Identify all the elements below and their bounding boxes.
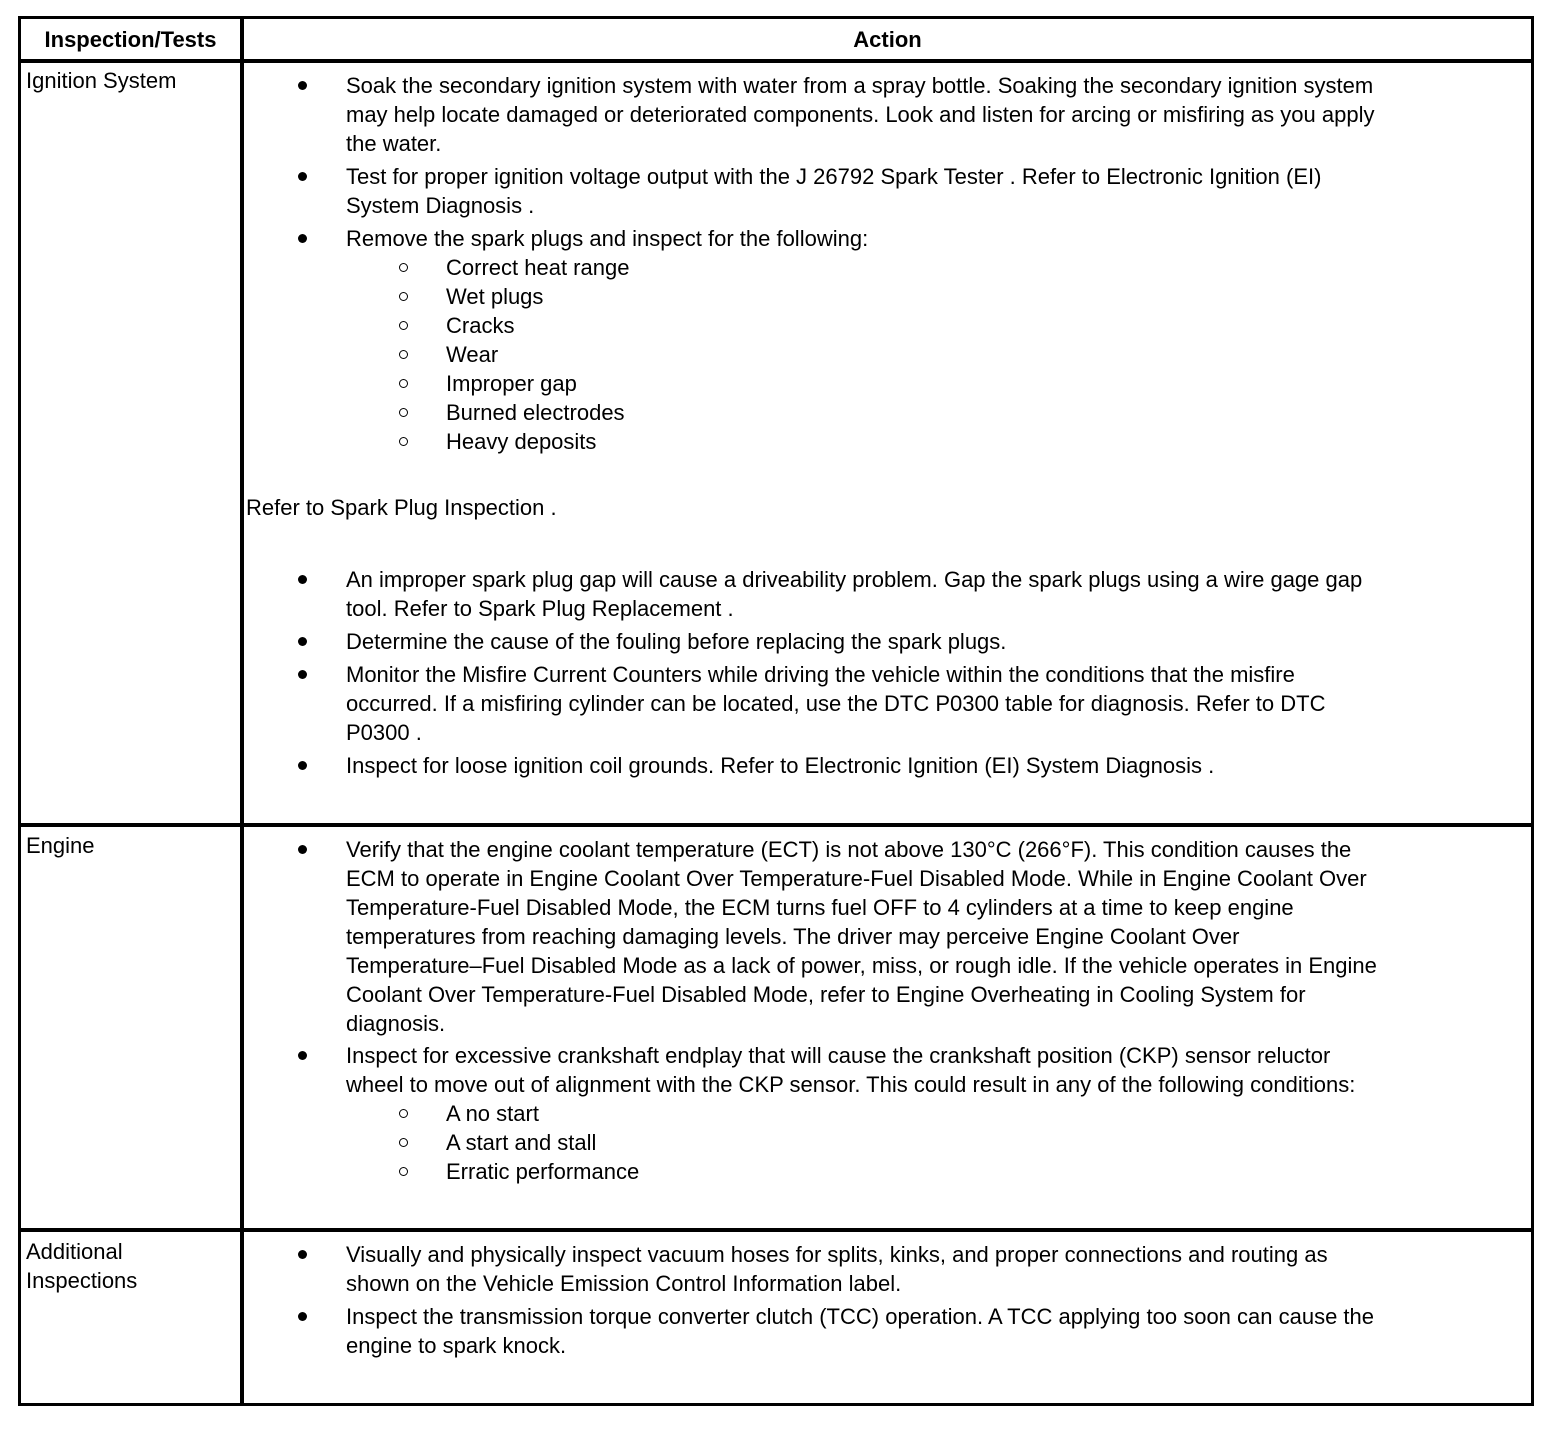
circle-bullet-icon xyxy=(399,1109,408,1118)
sub-item: A start and stall xyxy=(446,1130,597,1155)
row-divider-2 xyxy=(21,1228,1531,1232)
sub-item: Heavy deposits xyxy=(446,429,597,454)
action-line: Coolant Over Temperature-Fuel Disabled Mode, refer to Engine Overheating in Cooling System for xyxy=(346,982,1306,1007)
action-line: tool. Refer to Spark Plug Replacement . xyxy=(346,596,734,621)
circle-bullet-icon xyxy=(399,321,408,330)
action-line: Determine the cause of the fouling before replacing the spark plugs. xyxy=(346,629,1007,654)
bullet-icon xyxy=(298,575,307,584)
circle-bullet-icon xyxy=(399,350,408,359)
column-divider xyxy=(240,19,244,1403)
bullet-icon xyxy=(298,1250,307,1259)
action-line: shown on the Vehicle Emission Control Information label. xyxy=(346,1271,902,1296)
row-label-ignition-system: Ignition System xyxy=(26,68,177,93)
action-line: may help locate damaged or deteriorated components. Look and listen for arcing or misfiring as you apply xyxy=(346,102,1375,127)
bullet-icon xyxy=(298,1051,307,1060)
action-line: Temperature–Fuel Disabled Mode as a lack of power, miss, or rough idle. If the vehicle operates in Engine xyxy=(346,953,1377,978)
sub-item: Improper gap xyxy=(446,371,577,396)
action-line: engine to spark knock. xyxy=(346,1333,567,1358)
action-line: Remove the spark plugs and inspect for the following: xyxy=(346,226,869,251)
bullet-icon xyxy=(298,1312,307,1321)
action-line: occurred. If a misfiring cylinder can be located, use the DTC P0300 table for diagnosis. Refer to DTC xyxy=(346,691,1326,716)
row-divider-1 xyxy=(21,823,1531,827)
circle-bullet-icon xyxy=(399,437,408,446)
bullet-icon xyxy=(298,172,307,181)
bullet-icon xyxy=(298,637,307,646)
action-line: P0300 . xyxy=(346,720,422,745)
action-line: temperatures from reaching damaging levels. The driver may perceive Engine Coolant Over xyxy=(346,924,1240,949)
sub-item: Burned electrodes xyxy=(446,400,625,425)
sub-item: Cracks xyxy=(446,313,515,338)
action-line: Test for proper ignition voltage output with the J 26792 Spark Tester . Refer to Electronic Ignition (EI) xyxy=(346,164,1322,189)
action-line: ECM to operate in Engine Coolant Over Temperature-Fuel Disabled Mode. While in Engine Coolant Over xyxy=(346,866,1367,891)
action-line: Inspect the transmission torque converter clutch (TCC) operation. A TCC applying too soon can cause the xyxy=(346,1304,1375,1329)
row-label-engine: Engine xyxy=(26,833,95,858)
sub-item: Wear xyxy=(446,342,499,367)
action-line: Monitor the Misfire Current Counters while driving the vehicle within the conditions that the misfire xyxy=(346,662,1295,687)
circle-bullet-icon xyxy=(399,1167,408,1176)
action-line: Temperature-Fuel Disabled Mode, the ECM turns fuel OFF to 4 cylinders at a time to keep engine xyxy=(346,895,1294,920)
action-line: Verify that the engine coolant temperature (ECT) is not above 130°C (266°F). This condition causes the xyxy=(346,837,1352,862)
row-label-additional-inspections: Additional xyxy=(26,1239,123,1264)
header-action: Action xyxy=(853,26,922,52)
bullet-icon xyxy=(298,670,307,679)
circle-bullet-icon xyxy=(399,263,408,272)
bullet-icon xyxy=(298,234,307,243)
header-inspection-tests: Inspection/Tests xyxy=(44,26,217,52)
sub-item: Correct heat range xyxy=(446,255,630,280)
sub-item: Erratic performance xyxy=(446,1159,640,1184)
action-line: System Diagnosis . xyxy=(346,193,535,218)
bullet-icon xyxy=(298,761,307,770)
row-label-additional-inspections-line2: Inspections xyxy=(26,1268,138,1293)
circle-bullet-icon xyxy=(399,379,408,388)
reference-note: Refer to Spark Plug Inspection . xyxy=(246,495,557,520)
action-line: Visually and physically inspect vacuum hoses for splits, kinks, and proper connections and routing as xyxy=(346,1242,1328,1267)
action-line: wheel to move out of alignment with the CKP sensor. This could result in any of the following conditions: xyxy=(346,1072,1356,1097)
sub-item: A no start xyxy=(446,1101,539,1126)
circle-bullet-icon xyxy=(399,1138,408,1147)
action-line: Inspect for excessive crankshaft endplay that will cause the crankshaft position (CKP) sensor reluctor xyxy=(346,1043,1331,1068)
sub-item: Wet plugs xyxy=(446,284,544,309)
action-line: diagnosis. xyxy=(346,1011,446,1036)
action-line: the water. xyxy=(346,131,442,156)
circle-bullet-icon xyxy=(399,292,408,301)
bullet-icon xyxy=(298,81,307,90)
circle-bullet-icon xyxy=(399,408,408,417)
bullet-icon xyxy=(298,845,307,854)
action-line: An improper spark plug gap will cause a driveability problem. Gap the spark plugs using a wire gage gap xyxy=(346,567,1363,592)
action-line: Soak the secondary ignition system with water from a spray bottle. Soaking the secondary ignition system xyxy=(346,73,1374,98)
action-line: Inspect for loose ignition coil grounds. Refer to Electronic Ignition (EI) System Diagnosis . xyxy=(346,753,1215,778)
